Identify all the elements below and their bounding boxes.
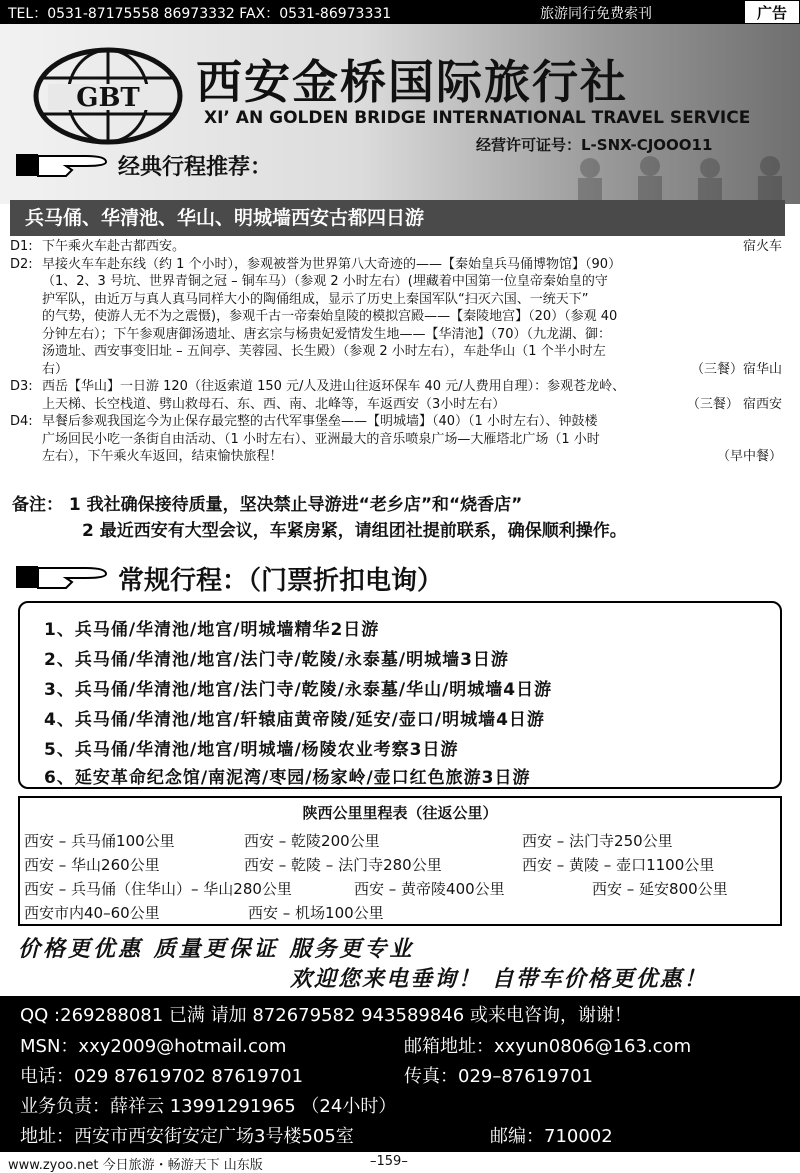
slogan-line-2: 欢迎您来电垂询！ 自带车价格更优惠！ [290,967,708,992]
day-line: 早接火车车赴东线（约 1 个小时），参观被誉为世界第八大奇迹的——【秦始皇兵马俑博物馆】（90） [42,256,622,272]
pointing-hand-icon [16,562,108,592]
day-label: D1: [10,239,33,254]
tour-title: 兵马俑、华清池、华山、明城墙西安古都四日游 [10,200,785,236]
route-item: 2、兵马俑/华清池/地宫/法门寺/乾陵/永泰墓/明城墙3日游 [44,650,509,670]
day-label: D4: [10,414,33,429]
distance-table [18,796,782,926]
contact-box [0,996,800,1152]
route-item: 5、兵马俑/华清池/地宫/明城墙/杨陵农业考察3日游 [44,740,459,760]
route-item: 6、延安革命纪念馆/南泥湾/枣园/杨家岭/壶口红色旅游3日游 [44,768,531,788]
slogan-line-1: 价格更优惠 质量更保证 服务更专业 [18,937,415,962]
day-line: 护军队，由近万与真人真马同样大小的陶俑组成，显示了历史上秦国军队“扫灭六国、一统天下” [42,291,589,307]
manager-line: 业务负责：薛祥云 13991291965 （24小时） [20,1096,397,1117]
distance-cell: 西安 – 兵马俑100公里 [24,832,175,850]
pointing-hand-icon [16,150,108,180]
distance-cell: 西安 – 延安800公里 [592,880,728,898]
day-item [10,238,790,256]
day-lodging: 宿火车 [742,239,782,254]
day-item [10,378,790,413]
notes-label: 备注： [12,495,63,515]
distance-cell: 西安 – 法门寺250公里 [522,832,673,850]
address-line: 地址：西安市西安街安定广场3号楼505室 [20,1126,354,1147]
day-label: D3: [10,379,33,394]
distance-cell: 西安 – 黄帝陵400公里 [354,880,505,898]
regular-routes [18,601,782,789]
postcode-line: 邮编：710002 [490,1126,613,1147]
route-item: 1、兵马俑/华清池/地宫/明城墙精华2日游 [44,620,380,640]
day-line: 分钟左右）；下午参观唐御汤遗址、唐玄宗与杨贵妃爱情发生地——【华清池】（70）（九龙湖、御： [42,326,612,342]
msn-line: MSN：xxy2009@hotmail.com [20,1036,287,1057]
route-item: 3、兵马俑/华清池/地宫/法门寺/乾陵/永泰墓/华山/明城墙4日游 [44,680,553,700]
license-number: 经营许可证号：L-SNX-CJOOO11 [476,136,713,154]
classic-heading: 经典行程推荐： [118,155,273,180]
email-line: 邮箱地址：xxyun0806@163.com [404,1036,692,1057]
distance-cell: 西安市内40–60公里 [24,904,160,922]
notes [12,492,792,544]
day-lodging: （三餐） 宿西安 [686,396,782,412]
distance-cell: 西安 – 华山260公里 [24,856,160,874]
distance-cell: 西安 – 黄陵 – 壶口1100公里 [522,856,715,874]
page-number: –159– [370,1154,408,1169]
qq-line: QQ :269288081 已满 请加 872679582 943589846 或来电咨询，谢谢！ [20,1005,632,1026]
fax-line: 传真：029–87619701 [404,1066,593,1087]
globe-logo-icon [28,46,188,146]
footer-site: www.zyoo.net 今日旅游・畅游天下 山东版 [8,1158,263,1173]
distance-cell: 西安 – 机场100公里 [248,904,384,922]
day-meals: （早中餐） [716,449,782,464]
footer [0,1152,800,1172]
note-item: 2 最近西安有大型会议，车紧房紧，请组团社提前联系，确保顺利操作。 [82,521,627,541]
day-line: 下午乘火车赴古都西安。 [42,239,186,254]
day-item [10,413,790,466]
distance-cell: 西安 – 兵马俑（住华山）– 华山280公里 [24,880,292,898]
top-bar [0,0,800,24]
distance-cell: 西安 – 乾陵200公里 [244,832,380,850]
day-line: 汤遗址、西安事变旧址 – 五间亭、芙蓉园、长生殿）（参观 2 小时左右），车赴华山（1 个半小时左 [42,344,606,359]
ad-badge: 广告 [744,0,800,24]
day-label: D2: [10,256,33,272]
phone-line: 电话：029 87619702 87619701 [20,1066,304,1087]
company-name-en: XI’ AN GOLDEN BRIDGE INTERNATIONAL TRAVEL SERVICE [204,108,751,128]
itinerary [10,238,790,466]
day-line: 广场回民小吃一条街自由活动、（1 小时左右）、亚洲最大的音乐喷泉广场—大雁塔北广场（1 小时 [42,431,600,447]
top-tagline: 旅游同行免费索刊 [540,6,652,22]
distance-cell: 西安 – 乾陵 – 法门寺280公里 [244,856,442,874]
day-line: 右） [42,361,69,377]
note-item: 1 我社确保接待质量，坚决禁止导游进“老乡店”和“烧香店” [68,495,523,515]
day-line: 左右），下午乘火车返回，结束愉快旅程！ [42,449,283,464]
top-contact: TEL：0531-87175558 86973332 FAX：0531-86973331 [8,6,392,22]
regular-heading: 常规行程：（门票折扣电询） [118,566,444,596]
day-line: 西岳【华山】一日游 120（往返索道 150 元/人及进山往返环保车 40 元/人费用自理）：参观苍龙岭、 [42,379,626,394]
day-line: 早餐后参观我国迄今为止保存最完整的古代军事堡垒——【明城墙】（40）（1 小时左右）、钟鼓楼 [42,414,598,429]
day-line: （1、2、3 号坑、世界青铜之冠 – 铜车马）（参观 2 小时左右）(埋藏着中国第一位皇帝秦始皇的守 [42,274,608,289]
route-item: 4、兵马俑/华清池/地宫/轩辕庙黄帝陵/延安/壶口/明城墙4日游 [44,710,545,730]
distance-title: 陕西公里里程表（往返公里） [302,804,498,822]
day-item [10,256,790,379]
company-name: 西安金桥国际旅行社 [196,55,628,109]
day-lodging: （三餐）宿华山 [690,361,782,377]
day-line: 上天梯、长空栈道、劈山救母石、东、西、南、北峰等，车返西安（3小时左右） [42,396,506,412]
svg-text:GBT: GBT [76,83,140,113]
day-line: 的气势，使游人无不为之震慑)，参观千古一帝秦始皇陵的模拟宫殿——【秦陵地宫】（20）（参观 40 [42,309,618,324]
